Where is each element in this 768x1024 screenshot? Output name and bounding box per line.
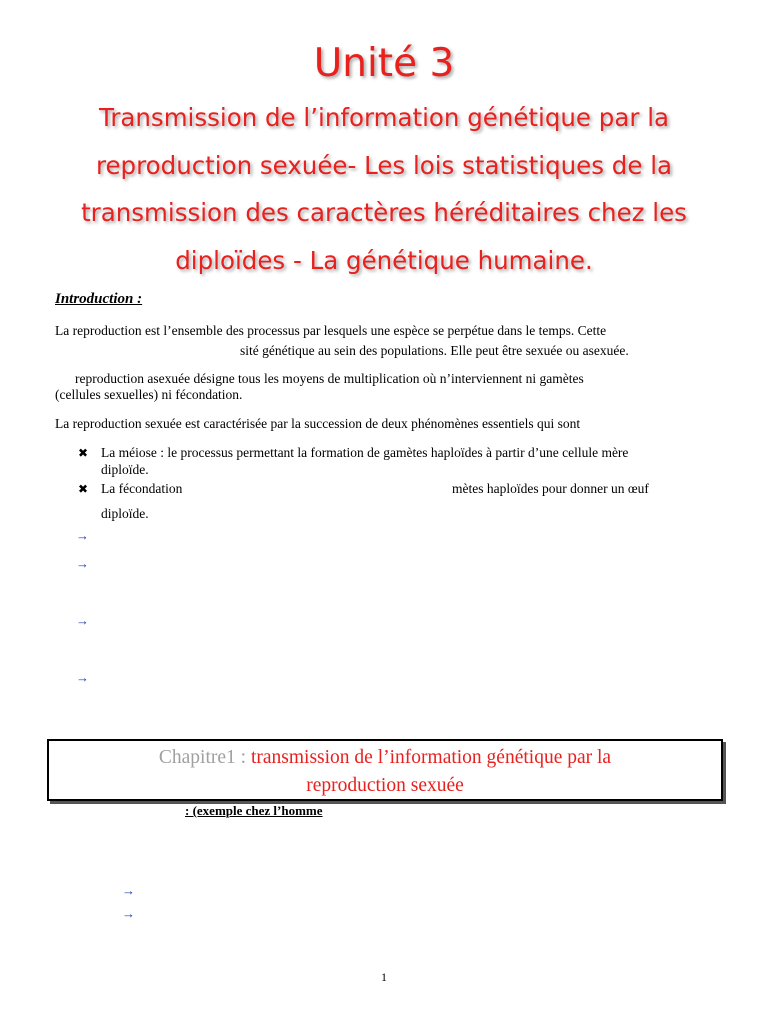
introduction-heading: Introduction : — [55, 291, 143, 307]
arrow-icon: → — [122, 883, 135, 898]
chapter-title-line-2: reproduction sexuée — [306, 775, 464, 796]
section-subheading: : (exemple chez l’homme — [185, 803, 323, 818]
chapter-title-text: transmission de l’information génétique par la — [250, 747, 612, 768]
bullet-meiose-line-2: diploïde. — [101, 462, 149, 477]
intro-paragraph-1-line-2: sité génétique au sein des populations. Elle peut être sexuée ou asexuée. — [240, 343, 629, 358]
bullet-marker-icon: ✖ — [78, 482, 89, 496]
bullet-meiose-line-1: La méiose : le processus permettant la formation de gamètes haploïdes à partir d’une cellule mère — [101, 445, 629, 460]
arrow-icon: → — [76, 556, 89, 571]
page-number: 1 — [381, 970, 387, 984]
intro-paragraph-3: La reproduction sexuée est caractérisée par la succession de deux phénomènes essentiels qui sont — [55, 416, 581, 431]
chapter-box — [47, 739, 723, 801]
intro-paragraph-2-line-1: reproduction asexuée désigne tous les moyens de multiplication où n’interviennent ni gamètes — [75, 371, 584, 386]
bullet-fecondation-continuation: mètes haploïdes pour donner un œuf — [452, 481, 649, 496]
arrow-icon: → — [76, 670, 89, 685]
bullet-fecondation-label: La fécondation — [101, 481, 183, 496]
arrow-icon: → — [76, 528, 89, 543]
chapter-label: Chapitre1 : — [158, 747, 247, 768]
bullet-marker-icon: ✖ — [78, 446, 89, 460]
bullet-fecondation-line-2: diploïde. — [101, 506, 149, 521]
intro-paragraph-2-line-2: (cellules sexuelles) ni fécondation. — [55, 387, 243, 402]
main-title: Transmission de l’information génétique par la reproduction sexuée- Les lois statistiques de la transmission des caractères héréditaires chez les diploïdes - La génétique humaine. — [81, 103, 687, 275]
intro-paragraph-1-line-1: La reproduction est l’ensemble des processus par lesquels une espèce se perpétue dans le temps. Cette — [55, 323, 607, 338]
chapter-title-line-1 — [49, 746, 721, 770]
unit-title: Unité 3 — [313, 41, 455, 86]
arrow-icon: → — [122, 906, 135, 921]
arrow-icon: → — [76, 613, 89, 628]
